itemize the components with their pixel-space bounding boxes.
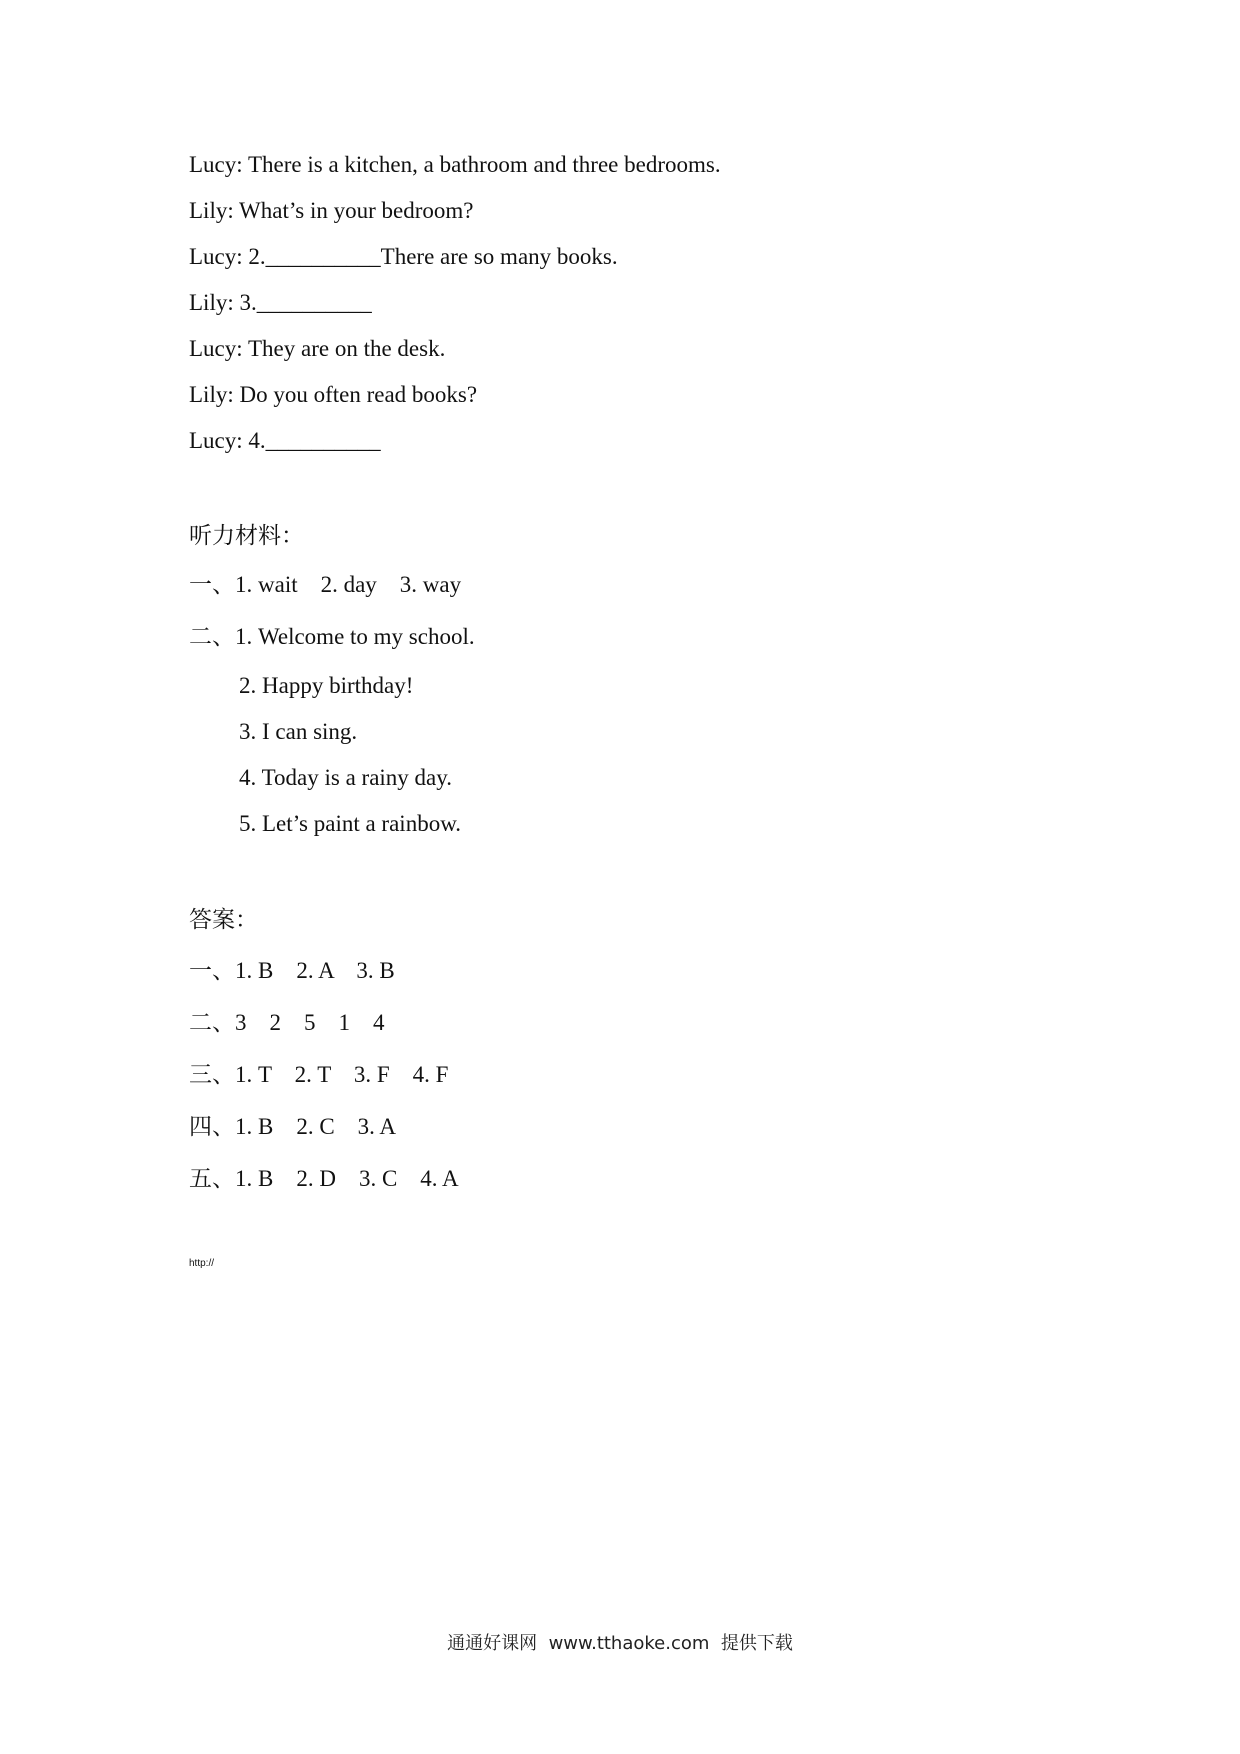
answers-line-5: 五、1. B 2. D 3. C 4. A bbox=[189, 1166, 459, 1191]
listening-part-2-item-2: 2. Happy birthday! bbox=[239, 673, 414, 698]
dialogue-line-3: Lucy: 2.__________There are so many books. bbox=[189, 244, 618, 269]
dialogue-line-2: Lily: What’s in your bedroom? bbox=[189, 198, 474, 223]
answers-line-2: 二、3 2 5 1 4 bbox=[189, 1010, 385, 1035]
listening-part-2-item-3: 3. I can sing. bbox=[239, 719, 358, 744]
footer-download-note: 通通好课网 www.tthaoke.com 提供下载 bbox=[447, 1633, 793, 1654]
answers-line-4: 四、1. B 2. C 3. A bbox=[189, 1114, 397, 1139]
dialogue-line-6: Lily: Do you often read books? bbox=[189, 382, 478, 407]
listening-part-2-item-5: 5. Let’s paint a rainbow. bbox=[239, 811, 462, 836]
answers-line-3: 三、1. T 2. T 3. F 4. F bbox=[189, 1062, 449, 1087]
dialogue-line-4: Lily: 3.__________ bbox=[189, 290, 372, 315]
listening-part-2-item-1: 二、1. Welcome to my school. bbox=[189, 624, 475, 649]
dialogue-line-7: Lucy: 4.__________ bbox=[189, 428, 381, 453]
source-link[interactable]: http:// bbox=[189, 1258, 215, 1269]
answers-heading: 答案： bbox=[189, 907, 258, 932]
listening-heading: 听力材料： bbox=[189, 523, 304, 548]
dialogue-line-5: Lucy: They are on the desk. bbox=[189, 336, 446, 361]
listening-part-2-item-4: 4. Today is a rainy day. bbox=[239, 765, 453, 790]
answers-line-1: 一、1. B 2. A 3. B bbox=[189, 958, 395, 983]
listening-part-1: 一、1. wait 2. day 3. way bbox=[189, 572, 462, 597]
dialogue-line-1: Lucy: There is a kitchen, a bathroom and three bedrooms. bbox=[189, 152, 721, 177]
